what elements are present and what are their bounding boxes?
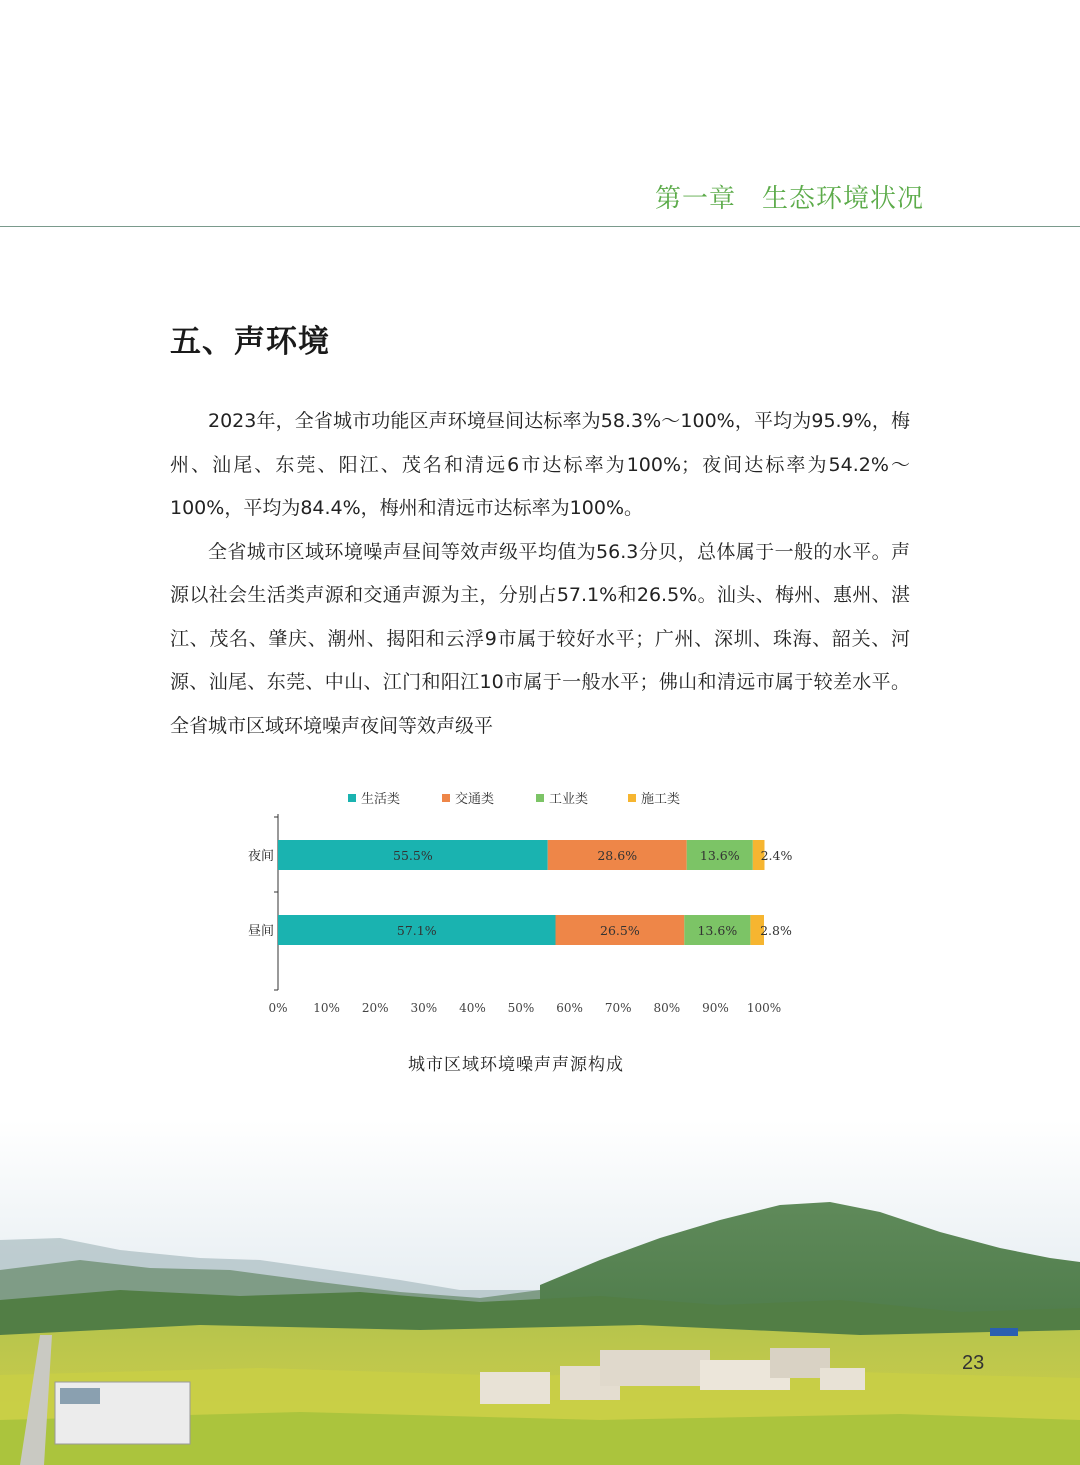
data-label: 13.6% <box>699 848 740 863</box>
legend-label: 工业类 <box>549 792 589 807</box>
landscape-photo <box>0 1120 1080 1465</box>
x-tick-label: 50% <box>507 1001 535 1015</box>
x-tick-label: 80% <box>653 1001 681 1015</box>
legend-swatch <box>442 794 450 802</box>
chapter-title: 生态环境状况 <box>761 184 924 214</box>
page-number: 23 <box>962 1352 985 1374</box>
x-tick-label: 0% <box>268 1001 288 1015</box>
x-tick-label: 70% <box>604 1001 632 1015</box>
x-tick-label: 100% <box>746 1001 782 1015</box>
category-label: 夜间 <box>247 849 274 864</box>
chart-svg <box>230 778 830 1028</box>
x-tick-label: 90% <box>702 1001 729 1015</box>
paragraph: 2023年，全省城市功能区声环境昼间达标率为58.3%～100%，平均为95.9%，梅州、汕尾、东莞、阳江、茂名和清远6市达标率为100%；夜间达标率为54.2%～100%，平均为84.4%，梅州和清远市达标率为100%。 <box>170 410 910 519</box>
legend-label: 施工类 <box>641 792 681 807</box>
data-label: 13.6% <box>697 923 738 938</box>
header-divider <box>0 226 1080 227</box>
x-tick-label: 20% <box>361 1001 389 1015</box>
data-label: 57.1% <box>396 923 437 938</box>
landscape-illustration <box>0 1120 1080 1465</box>
data-label: 28.6% <box>597 848 638 863</box>
chart-caption: 城市区域环境噪声声源构成 <box>408 1055 624 1075</box>
legend-label: 生活类 <box>361 792 401 807</box>
x-tick-label: 40% <box>459 1001 486 1015</box>
x-tick-label: 30% <box>410 1001 438 1015</box>
chapter-header <box>655 178 924 215</box>
x-tick-label: 60% <box>556 1001 583 1015</box>
data-label: 2.8% <box>760 923 792 938</box>
legend-label: 交通类 <box>455 792 495 807</box>
data-label: 2.4% <box>760 848 793 863</box>
body-text <box>170 400 910 748</box>
data-label: 55.5% <box>393 848 433 863</box>
section-title: 五、声环境 <box>170 324 330 360</box>
data-label: 26.5% <box>600 923 640 938</box>
category-label: 昼间 <box>247 924 274 939</box>
legend-swatch <box>536 794 544 802</box>
legend-swatch <box>348 794 356 802</box>
chapter-number: 第一章 <box>654 184 736 214</box>
noise-source-chart <box>230 778 830 1028</box>
x-tick-label: 10% <box>313 1001 340 1015</box>
paragraph: 全省城市区域环境噪声昼间等效声级平均值为56.3分贝，总体属于一般的水平。声源以社会生活类声源和交通声源为主，分别占57.1%和26.5%。汕头、梅州、惠州、湛江、茂名、肇庆、潮州、揭阳和云浮9市属于较好水平；广州、深圳、珠海、韶关、河源、汕尾、东莞、中山、江门和阳江10市属于一般水平；佛山和清远市属于较差水平。全省城市区域环境噪声夜间等效声级平 <box>170 540 910 737</box>
legend-swatch <box>628 794 636 802</box>
